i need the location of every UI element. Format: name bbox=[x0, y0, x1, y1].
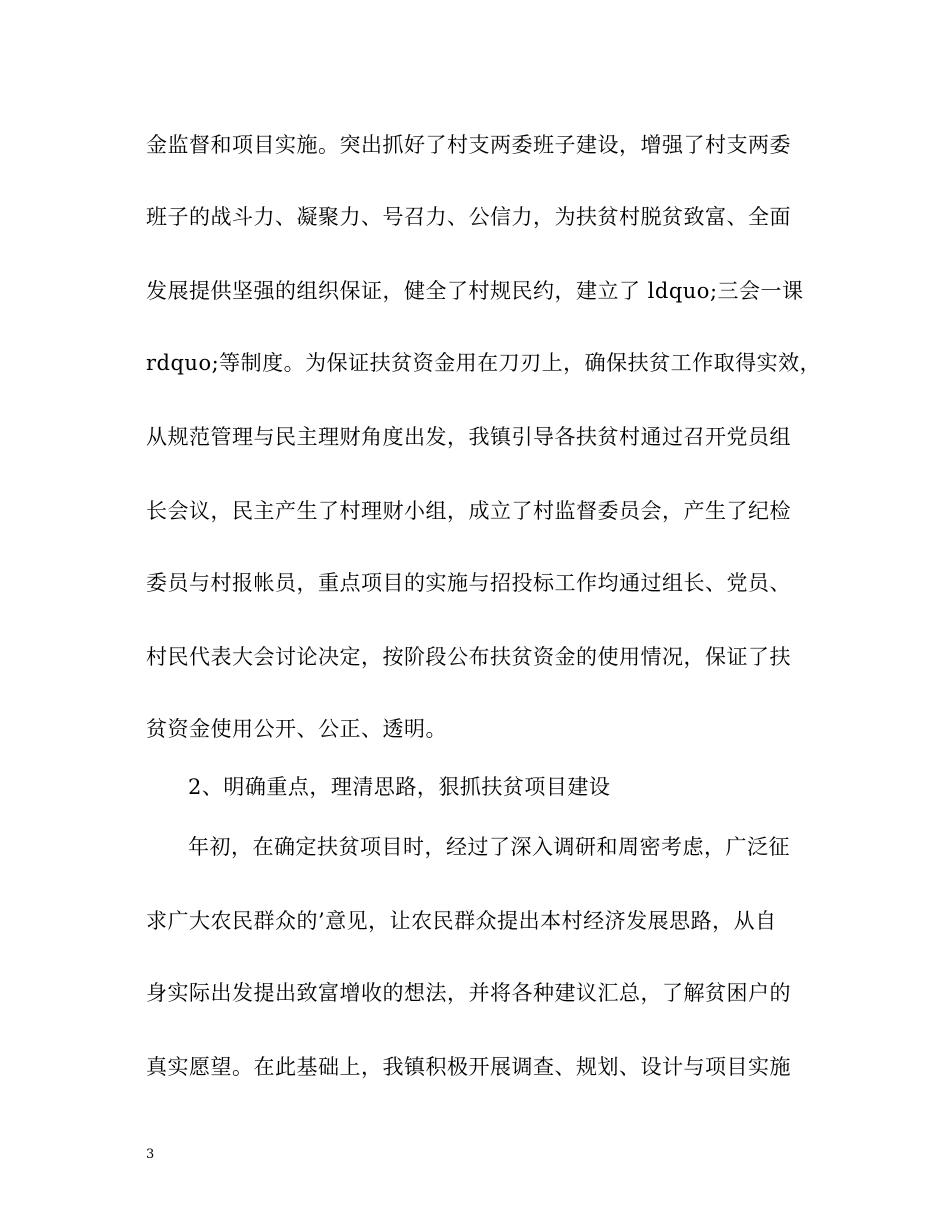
body-text-line: 班子的战斗力、凝聚力、号召力、公信力，为扶贫村脱贫致富、全面 bbox=[146, 205, 791, 229]
paragraph-first-line: 年初，在确定扶贫项目时，经过了深入调研和周密考虑，广泛征 bbox=[188, 835, 790, 859]
body-text-line: rdquo;等制度。为保证扶贫资金用在刀刃上，确保扶贫工作取得实效， bbox=[146, 351, 822, 375]
body-text-line: 委员与村报帐员，重点项目的实施与招投标工作均通过组长、党员、 bbox=[146, 571, 791, 595]
body-text-line: 身实际出发提出致富增收的想法，并将各种建议汇总，了解贫困户的 bbox=[146, 981, 791, 1005]
body-text-line: 金监督和项目实施。突出抓好了村支两委班子建设，增强了村支两委 bbox=[146, 133, 791, 157]
body-text-line: 真实愿望。在此基础上，我镇积极开展调查、规划、设计与项目实施 bbox=[146, 1055, 791, 1079]
page-number: 3 bbox=[146, 1147, 155, 1162]
body-text-line: 从规范管理与民主理财角度出发，我镇引导各扶贫村通过召开党员组 bbox=[146, 425, 791, 449]
body-text-line: 发展提供坚强的组织保证，健全了村规民约，建立了 ldquo;三会一课 bbox=[146, 279, 804, 303]
body-text-line: 长会议，民主产生了村理财小组，成立了村监督委员会，产生了纪检 bbox=[146, 499, 791, 523]
section-heading: 2、明确重点，理清思路，狠抓扶贫项目建设 bbox=[188, 775, 611, 799]
body-text-line: 村民代表大会讨论决定，按阶段公布扶贫资金的使用情况，保证了扶 bbox=[146, 645, 791, 669]
body-text-line: 贫资金使用公开、公正、透明。 bbox=[146, 717, 447, 741]
body-text-line: 求广大农民群众的’意见，让农民群众提出本村经济发展思路，从自 bbox=[146, 909, 777, 933]
